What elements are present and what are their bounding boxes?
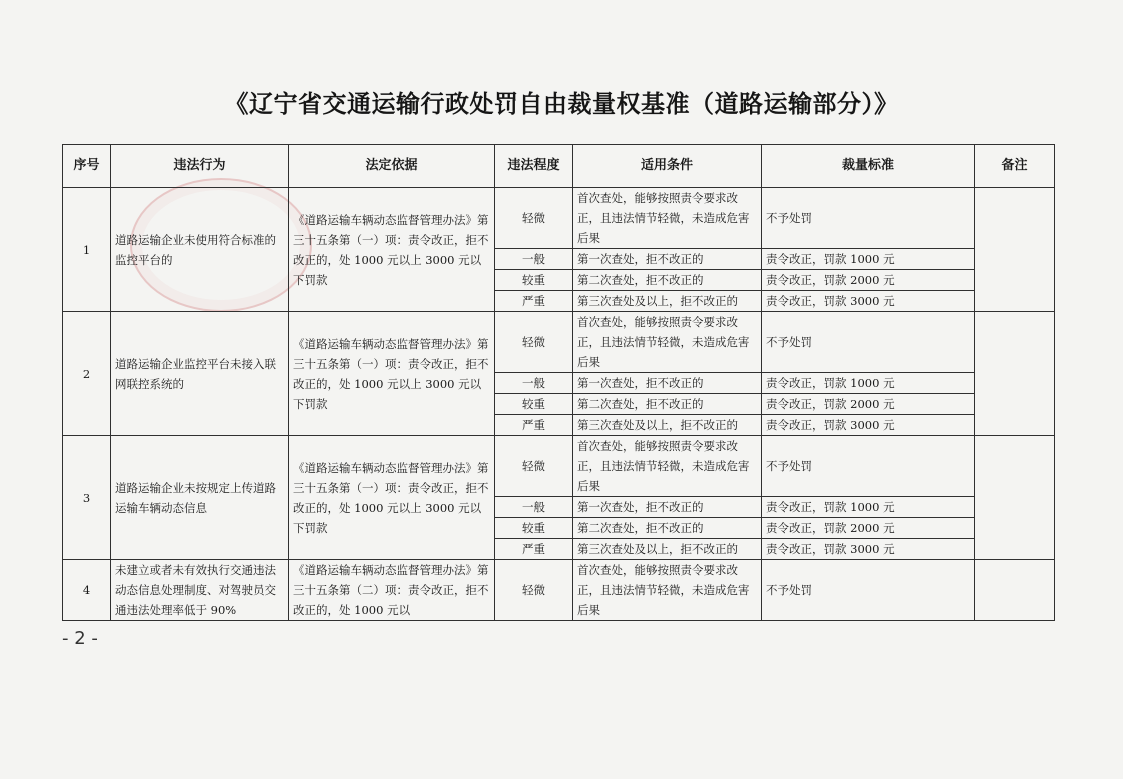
penalty-standard: 不予处罚 — [762, 312, 975, 373]
penalty-standard: 不予处罚 — [762, 188, 975, 249]
applicable-condition: 第二次查处，拒不改正的 — [573, 394, 762, 415]
row-number: 4 — [63, 560, 111, 621]
header-seq: 序号 — [63, 145, 111, 188]
violation-degree: 轻微 — [495, 560, 573, 621]
header-behavior: 违法行为 — [111, 145, 289, 188]
violation-degree: 一般 — [495, 249, 573, 270]
applicable-condition: 首次查处，能够按照责令要求改正，且违法情节轻微，未造成危害后果 — [573, 560, 762, 621]
page-number: - 2 - — [62, 628, 98, 649]
row-number: 2 — [63, 312, 111, 436]
penalty-standard: 责令改正，罚款 2000 元 — [762, 394, 975, 415]
applicable-condition: 首次查处，能够按照责令要求改正，且违法情节轻微，未造成危害后果 — [573, 312, 762, 373]
violation-degree: 一般 — [495, 373, 573, 394]
violation-degree: 较重 — [495, 518, 573, 539]
note-cell — [975, 312, 1055, 436]
table-row — [63, 436, 1055, 497]
table-row — [63, 312, 1055, 373]
legal-basis: 《道路运输车辆动态监督管理办法》第三十五条第（一）项：责令改正，拒不改正的，处 1000 元以上 3000 元以下罚款 — [289, 188, 495, 312]
header-condition: 适用条件 — [573, 145, 762, 188]
violation-degree: 一般 — [495, 497, 573, 518]
applicable-condition: 第一次查处，拒不改正的 — [573, 497, 762, 518]
applicable-condition: 第三次查处及以上，拒不改正的 — [573, 415, 762, 436]
note-cell — [975, 436, 1055, 560]
note-cell — [975, 560, 1055, 621]
header-legal-basis: 法定依据 — [289, 145, 495, 188]
penalty-standard: 责令改正，罚款 1000 元 — [762, 373, 975, 394]
applicable-condition: 第三次查处及以上，拒不改正的 — [573, 291, 762, 312]
penalty-standard: 责令改正，罚款 1000 元 — [762, 249, 975, 270]
row-number: 1 — [63, 188, 111, 312]
violation-degree: 严重 — [495, 539, 573, 560]
legal-basis: 《道路运输车辆动态监督管理办法》第三十五条第（一）项：责令改正，拒不改正的，处 1000 元以上 3000 元以下罚款 — [289, 436, 495, 560]
applicable-condition: 第三次查处及以上，拒不改正的 — [573, 539, 762, 560]
violation-behavior: 未建立或者未有效执行交通违法动态信息处理制度、对驾驶员交通违法处理率低于 90% — [111, 560, 289, 621]
applicable-condition: 第一次查处，拒不改正的 — [573, 373, 762, 394]
violation-degree: 较重 — [495, 270, 573, 291]
applicable-condition: 第二次查处，拒不改正的 — [573, 270, 762, 291]
penalty-standard: 责令改正，罚款 2000 元 — [762, 518, 975, 539]
penalty-standard: 责令改正，罚款 3000 元 — [762, 291, 975, 312]
penalty-standard: 责令改正，罚款 2000 元 — [762, 270, 975, 291]
note-cell — [975, 188, 1055, 312]
table-header-row — [63, 145, 1055, 188]
violation-degree: 轻微 — [495, 188, 573, 249]
table-row — [63, 560, 1055, 621]
legal-basis: 《道路运输车辆动态监督管理办法》第三十五条第（二）项：责令改正，拒不改正的，处 1000 元以 — [289, 560, 495, 621]
violation-degree: 较重 — [495, 394, 573, 415]
penalty-standards-table — [62, 144, 1055, 621]
applicable-condition: 第二次查处，拒不改正的 — [573, 518, 762, 539]
header-degree: 违法程度 — [495, 145, 573, 188]
violation-degree: 严重 — [495, 415, 573, 436]
penalty-standard: 责令改正，罚款 3000 元 — [762, 539, 975, 560]
violation-behavior: 道路运输企业未按规定上传道路运输车辆动态信息 — [111, 436, 289, 560]
violation-behavior: 道路运输企业监控平台未接入联网联控系统的 — [111, 312, 289, 436]
applicable-condition: 首次查处，能够按照责令要求改正，且违法情节轻微，未造成危害后果 — [573, 188, 762, 249]
violation-degree: 轻微 — [495, 436, 573, 497]
applicable-condition: 第一次查处，拒不改正的 — [573, 249, 762, 270]
document-title: 《辽宁省交通运输行政处罚自由裁量权基准（道路运输部分）》 — [224, 90, 899, 118]
violation-behavior: 道路运输企业未使用符合标准的监控平台的 — [111, 188, 289, 312]
header-note: 备注 — [975, 145, 1055, 188]
table-row — [63, 188, 1055, 249]
penalty-standard: 不予处罚 — [762, 560, 975, 621]
penalty-standard: 责令改正，罚款 3000 元 — [762, 415, 975, 436]
violation-degree: 轻微 — [495, 312, 573, 373]
row-number: 3 — [63, 436, 111, 560]
applicable-condition: 首次查处，能够按照责令要求改正，且违法情节轻微，未造成危害后果 — [573, 436, 762, 497]
header-standard: 裁量标准 — [762, 145, 975, 188]
violation-degree: 严重 — [495, 291, 573, 312]
legal-basis: 《道路运输车辆动态监督管理办法》第三十五条第（一）项：责令改正，拒不改正的，处 1000 元以上 3000 元以下罚款 — [289, 312, 495, 436]
penalty-standard: 不予处罚 — [762, 436, 975, 497]
penalty-standard: 责令改正，罚款 1000 元 — [762, 497, 975, 518]
